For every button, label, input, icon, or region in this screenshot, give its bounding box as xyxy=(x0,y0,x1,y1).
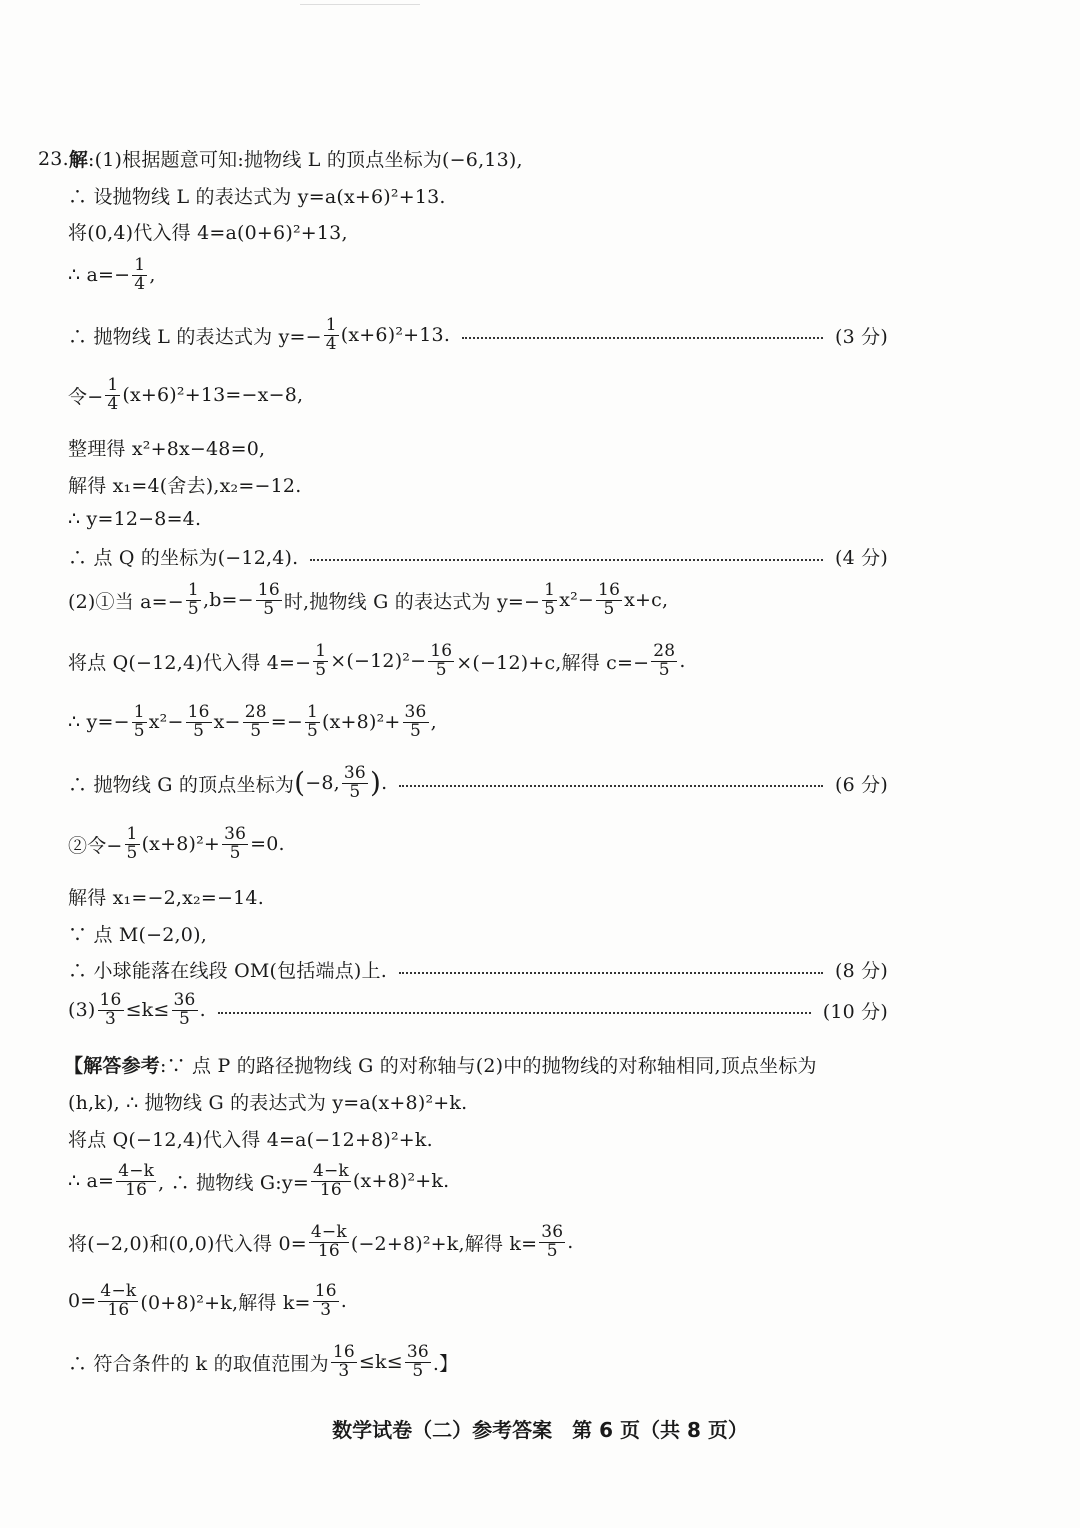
line-16: 解得 x₁=−2,x₂=−14. xyxy=(68,887,264,909)
fraction: $\frac{36}{5}$ xyxy=(173,990,196,1029)
line-25: 0= $\frac{4-k}{16}$ (0+8)²+k,解得 k= $\frac{16}{3}$ . xyxy=(68,1281,347,1320)
line-14: ∴ 抛物线 G 的顶点坐标为 ( −8, 36 5 ) . (6 分) xyxy=(68,763,888,802)
fraction: $\frac{36}{5}$ xyxy=(406,1342,429,1381)
line-18: ∴ 小球能落在线段 OM(包括端点)上. (8 分) xyxy=(68,956,888,983)
line-11: (2)①当 a=− $\frac{1}{5}$ ,b=− $\frac{16}{5}$ 时,抛物线 G 的表达式为 y=− $\frac{1}{5}$ x²− $\frac{16}{5}$ x+c, xyxy=(68,580,669,619)
line-8: 解得 x₁=4(舍去),x₂=−12. xyxy=(68,475,302,497)
score-mark: (6 分) xyxy=(835,773,888,796)
line-20: 【解答参考 :∵ 点 P 的路径抛物线 G 的对称轴与(2)中的抛物线的对称轴相同,顶点坐标为 xyxy=(64,1051,884,1078)
dot-leader xyxy=(218,1012,811,1014)
fraction: $\frac{28}{5}$ xyxy=(653,641,676,680)
fraction: $\frac{16}{3}$ xyxy=(332,1342,355,1381)
dot-leader xyxy=(462,337,823,339)
fraction: 36 5 xyxy=(343,763,366,802)
fraction: $\frac{1}{4}$ xyxy=(107,375,119,414)
line-12: 将点 Q(−12,4)代入得 4=− $\frac{1}{5}$ ×(−12)²− $\frac{16}{5}$ ×(−12)+c,解得 c=− $\frac{28}{5}$ . xyxy=(68,641,686,680)
line-19: (3) $\frac{16}{3}$ ≤k≤ $\frac{36}{5}$ . (10 分) xyxy=(68,990,888,1029)
fraction: $\frac{28}{5}$ xyxy=(244,702,267,741)
line-21: (h,k), ∴ 抛物线 G 的表达式为 y=a(x+8)²+k. xyxy=(68,1092,468,1114)
fraction: $\frac{16}{5}$ xyxy=(430,641,453,680)
fraction: $\frac{16}{3}$ xyxy=(314,1281,337,1320)
dot-leader xyxy=(399,972,823,974)
fraction: $\frac{16}{5}$ xyxy=(257,580,280,619)
score-mark: (8 分) xyxy=(835,960,888,982)
line-17: ∵ 点 M(−2,0), xyxy=(68,924,207,946)
line-7: 整理得 x²+8x−48=0, xyxy=(68,438,266,460)
line-6: 令− $\frac{1}{4}$ (x+6)²+13=−x−8, xyxy=(68,375,304,414)
line-24: 将(−2,0)和(0,0)代入得 0= $\frac{4-k}{16}$ (−2+8)²+k,解得 k= $\frac{36}{5}$ . xyxy=(68,1222,574,1261)
line-2: ∴ 设抛物线 L 的表达式为 y=a(x+6)²+13. xyxy=(68,186,446,208)
fraction: $\frac{4-k}{16}$ xyxy=(118,1161,155,1200)
fraction: $\frac{1}{4}$ xyxy=(134,255,146,294)
fraction: $\frac{16}{3}$ xyxy=(99,990,122,1029)
fraction: $\frac{1}{5}$ xyxy=(133,702,145,741)
page-footer: 数学试卷（二）参考答案 第 6 页（共 8 页） xyxy=(332,1418,748,1442)
fraction: $\frac{36}{5}$ xyxy=(541,1222,564,1261)
line-15: ②令− $\frac{1}{5}$ (x+8)²+ $\frac{36}{5}$ =0. xyxy=(68,824,285,863)
fraction: $\frac{1}{5}$ xyxy=(544,580,556,619)
fraction: $\frac{4-k}{16}$ xyxy=(310,1222,347,1261)
line-3: 将(0,4)代入得 4=a(0+6)²+13, xyxy=(68,222,348,244)
line-5: ∴ 抛物线 L 的表达式为 y=− $\frac{1}{4}$ (x+6)²+13. (3 分) xyxy=(68,315,888,354)
score-mark: (3 分) xyxy=(835,325,888,348)
solution-label: 解 xyxy=(68,149,89,171)
line-22: 将点 Q(−12,4)代入得 4=a(−12+8)²+k. xyxy=(68,1129,433,1151)
score-mark: (4 分) xyxy=(835,547,888,569)
dot-leader xyxy=(310,559,823,561)
fraction: $\frac{1}{5}$ xyxy=(315,641,327,680)
line-1: 23. 解 :(1)根据题意可知:抛物线 L 的顶点坐标为(−6,13), xyxy=(38,145,858,172)
fraction: $\frac{36}{5}$ xyxy=(224,824,247,863)
fraction: $\frac{4-k}{16}$ xyxy=(100,1281,137,1320)
dot-leader xyxy=(399,785,823,787)
line-26: ∴ 符合条件的 k 的取值范围为 $\frac{16}{3}$ ≤k≤ $\frac{36}{5}$ .】 xyxy=(68,1342,459,1381)
line-9: ∴ y=12−8=4. xyxy=(68,508,202,530)
fraction: $\frac{1}{5}$ xyxy=(306,702,319,741)
line-10: ∴ 点 Q 的坐标为(−12,4). (4 分) xyxy=(68,543,888,570)
scan-mark xyxy=(300,4,420,5)
line-23: ∴ a= $\frac{4-k}{16}$ , ∴ 抛物线 G:y= $\frac{4-k}{16}$ (x+8)²+k. xyxy=(68,1161,450,1200)
fraction: $\frac{16}{5}$ xyxy=(598,580,621,619)
line-13: ∴ y=− $\frac{1}{5}$ x²− $\frac{16}{5}$ x− $\frac{28}{5}$ =− $\frac{1}{5}$ (x+8)²+ $\frac{36}{5}$ , xyxy=(68,702,437,741)
fraction: $\frac{4-k}{16}$ xyxy=(312,1161,349,1200)
fraction: $\frac{1}{5}$ xyxy=(126,824,138,863)
reference-label: 【解答参考 xyxy=(64,1055,161,1077)
fraction: $\frac{16}{5}$ xyxy=(187,702,210,741)
line-4: ∴ a=− $\frac{1}{4}$ , xyxy=(68,255,156,294)
score-mark: (10 分) xyxy=(822,1000,888,1023)
fraction: $\frac{1}{4}$ xyxy=(325,315,337,354)
problem-number: 23. xyxy=(38,147,69,170)
fraction: $\frac{1}{5}$ xyxy=(187,580,199,619)
fraction: $\frac{36}{5}$ xyxy=(404,702,427,741)
